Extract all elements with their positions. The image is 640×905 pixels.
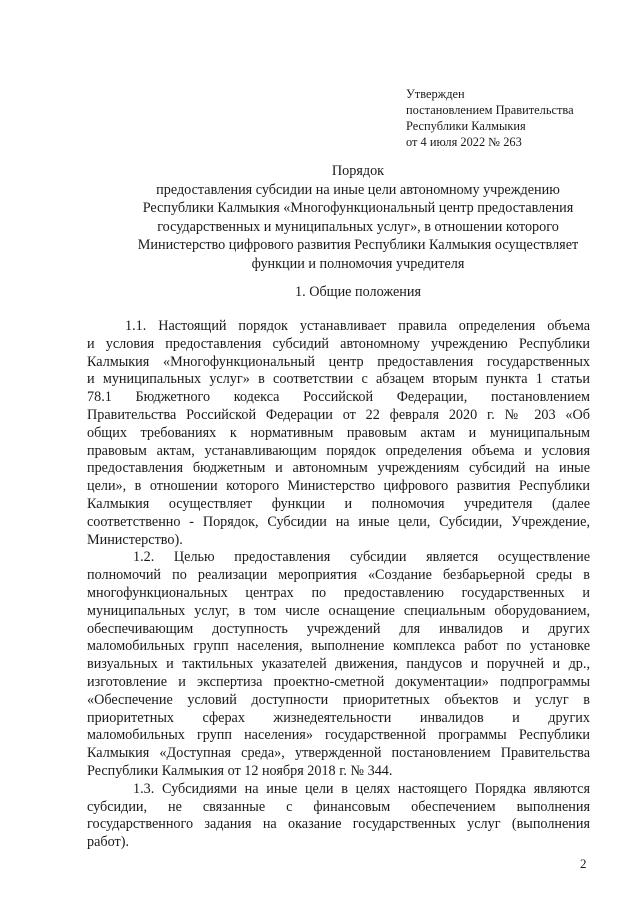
title-line: Республики Калмыкия «Многофункциональный центр предоставления [142,200,574,216]
document-title [96,162,620,273]
paragraph-line: субсидии, не связанные с финансовым обеспечением выполнения [87,798,590,815]
paragraph-line: «Обеспечение условий доступности приоритетных объектов и услуг в [87,691,590,708]
paragraph-line: 1.2. Целью предоставления субсидии является осуществление [133,549,590,566]
document-body [87,318,590,852]
paragraph-line: общих требованиях к нормативным правовым актам и муниципальным [87,424,590,441]
paragraph-line: обеспечивающим доступность учреждений для инвалидов и других [87,620,590,637]
paragraph-line: работ). [87,834,129,851]
paragraph-line: правовым актам, устанавливающим порядок определения объема и условия [87,442,590,459]
approval-line: Республики Калмыкия [406,119,526,133]
paragraph-line: предоставления бюджетным и автономным учреждениям субсидий на иные [87,460,590,477]
paragraph-line: 1.1. Настоящий порядок устанавливает правила определения объема [125,318,590,334]
paragraph-line: государственного задания на оказание государственных услуг (выполнения [87,816,590,833]
paragraph-line: Министерство). [87,531,183,548]
title-line: функции и полномочия учредителя [251,255,465,272]
approval-line: постановлением Правительства [406,103,574,117]
approval-line: от 4 июля 2022 № 263 [406,135,522,149]
paragraph-line: Калмыкия «Доступная среда», утвержденной постановлением Правительства [87,745,590,762]
title-line: Министерство цифрового развития Республики Калмыкия осуществляет [137,237,579,253]
paragraph-line: изготовление и экспертиза проектно-сметной документации» подпрограммы [87,673,590,690]
title-line: государственных и муниципальных услуг», в отношении которого [157,218,559,235]
paragraph-line: маломобильных групп населения, выполнение комплекса работ по установке [87,638,590,655]
paragraph-line: полномочий по реализации мероприятия «Создание безбарьерной среды в [87,567,590,584]
paragraph-line: Калмыкия «Многофункциональный центр предоставления государственных [87,353,590,370]
paragraph-line: Калмыкия осуществляет функции и полномочия учредителя (далее [87,495,590,512]
section-heading: 1. Общие положения [295,284,421,300]
approval-line: Утвержден [406,87,465,101]
paragraph-line: многофункциональных центрах по предоставлению государственных и [87,584,590,601]
paragraph-line: цели», в отношении которого Министерство цифрового развития Республики [87,478,590,495]
paragraph-line: маломобильных групп населения» государственной программы Республики [87,727,590,744]
paragraph-line: Республики Калмыкия от 12 ноября 2018 г. № 344. [87,762,393,779]
paragraph-line: и условия предоставления субсидий автономному учреждению Республики [87,335,590,352]
paragraph-line: соответственно - Порядок, Субсидии на иные цели, Субсидии, Учреждение, [87,513,590,530]
paragraph-line: и муниципальных услуг» в соответствии с абзацем вторым пункта 1 статьи [87,371,590,388]
paragraph-line: 78.1 Бюджетного кодекса Российской Федерации, постановлением [87,389,590,406]
title-heading: Порядок [331,163,385,179]
paragraph-line: Правительства Российской Федерации от 22 февраля 2020 г. № 203 «Об [87,406,590,423]
page-number: 2 [580,856,587,871]
title-line: предоставления субсидии на иные цели автономному учреждению [156,181,560,198]
paragraph-line: муниципальных услуг, в том числе оснащение специальным оборудованием, [87,602,590,619]
paragraph-line: 1.3. Субсидиями на иные цели в целях настоящего Порядка являются [133,780,590,797]
paragraph-line: визуальных и тактильных указателей движения, пандусов и поручней и др., [87,656,590,673]
paragraph-line: приоритетных сферах жизнедеятельности инвалидов и других [87,709,590,726]
approval-stamp [406,86,626,150]
